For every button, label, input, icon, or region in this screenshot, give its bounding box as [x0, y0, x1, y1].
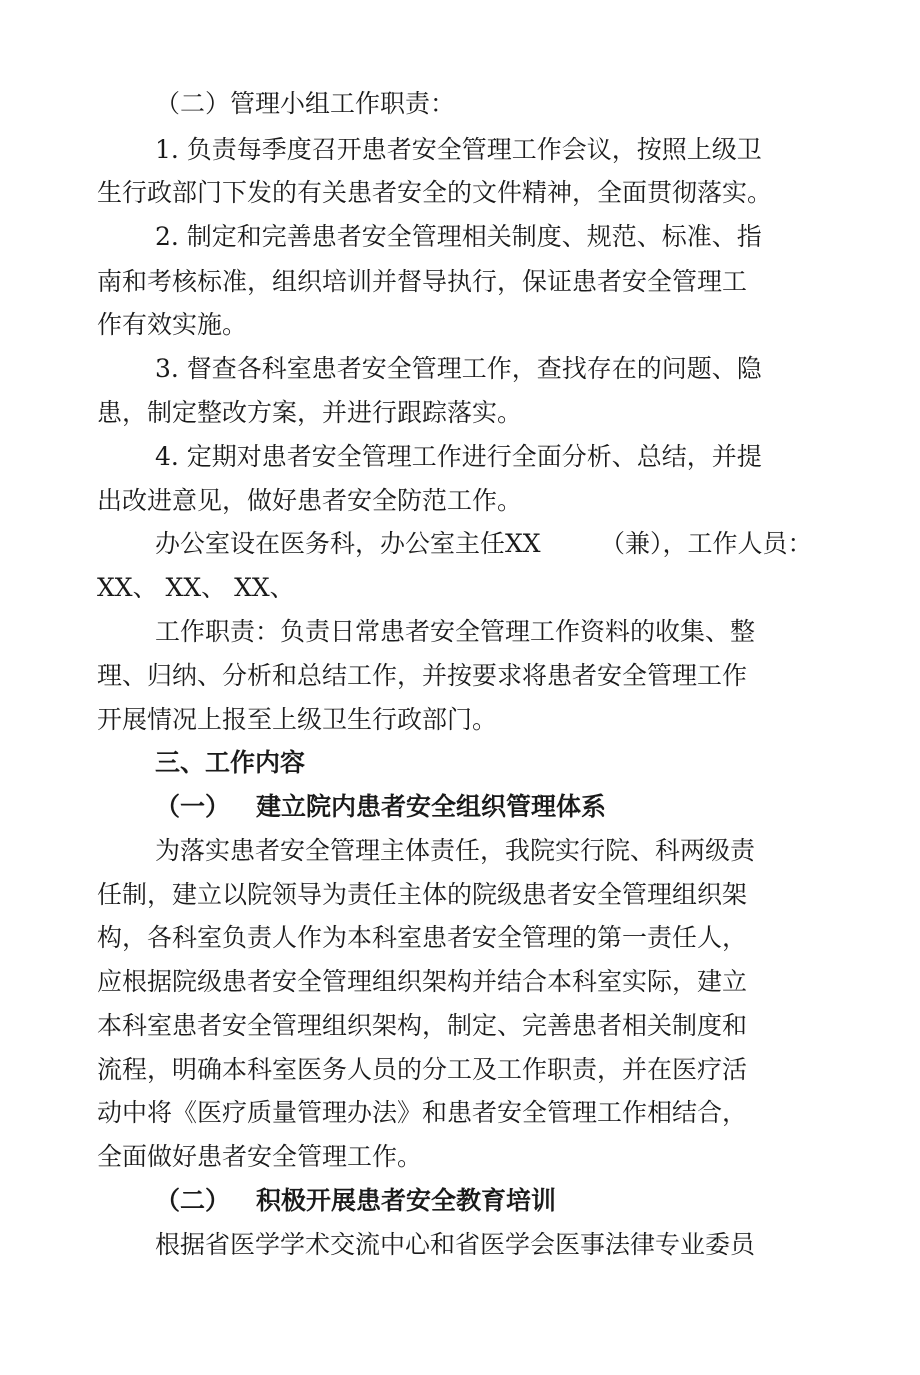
subsection-heading-management-duties: （二）管理小组工作职责： — [155, 89, 456, 118]
paragraph-line: 南和考核标准，组织培训并督导执行，保证患者安全管理工 — [97, 267, 748, 296]
office-line-start: 办公室设在医务科，办公室主任XX — [155, 529, 541, 558]
paragraph-line: 全面做好患者安全管理工作。 — [97, 1142, 423, 1171]
paragraph-line: 工作职责：负责日常患者安全管理工作资料的收集、整 — [155, 617, 756, 646]
paragraph-line: 构，各科室负责人作为本科室患者安全管理的第一责任人， — [97, 923, 748, 952]
paragraph-line: 本科室患者安全管理组织架构，制定、完善患者相关制度和 — [97, 1011, 748, 1040]
paragraph-line: 应根据院级患者安全管理组织架构并结合本科室实际，建立 — [97, 967, 748, 996]
paragraph-line: 2. 制定和完善患者安全管理相关制度、规范、标准、指 — [155, 222, 762, 251]
paragraph-line: 动中将《医疗质量管理办法》和患者安全管理工作相结合， — [97, 1098, 748, 1127]
paragraph-line: 根据省医学学术交流中心和省医学会医事法律专业委员 — [155, 1230, 756, 1259]
paragraph-line: 患，制定整改方案，并进行跟踪落实。 — [97, 398, 523, 427]
subsection-number-1: （一） — [155, 792, 231, 821]
section-heading-work-content: 三、工作内容 — [155, 748, 306, 777]
office-line-end: （兼），工作人员： — [600, 529, 813, 558]
paragraph-line: 1. 负责每季度召开患者安全管理工作会议，按照上级卫 — [155, 135, 762, 164]
subsection-heading-organization-system: 建立院内患者安全组织管理体系 — [256, 792, 607, 821]
paragraph-line: 4. 定期对患者安全管理工作进行全面分析、总结，并提 — [155, 442, 762, 471]
paragraph-line: 生行政部门下发的有关患者安全的文件精神，全面贯彻落实。 — [97, 178, 773, 207]
subsection-number-2: （二） — [155, 1186, 231, 1215]
paragraph-line: 流程，明确本科室医务人员的分工及工作职责，并在医疗活 — [97, 1055, 748, 1084]
paragraph-line: 出改进意见，做好患者安全防范工作。 — [97, 486, 523, 515]
paragraph-line: 任制，建立以院领导为责任主体的院级患者安全管理组织架 — [97, 880, 748, 909]
staff-list-line: XX、 XX、 XX、 — [97, 573, 295, 602]
subsection-heading-safety-training: 积极开展患者安全教育培训 — [256, 1186, 557, 1215]
paragraph-line: 开展情况上报至上级卫生行政部门。 — [97, 705, 498, 734]
paragraph-line: 3. 督查各科室患者安全管理工作，查找存在的问题、隐 — [155, 354, 762, 383]
paragraph-line: 理、归纳、分析和总结工作，并按要求将患者安全管理工作 — [97, 661, 748, 690]
paragraph-line: 为落实患者安全管理主体责任，我院实行院、科两级责 — [155, 836, 756, 865]
paragraph-line: 作有效实施。 — [97, 310, 248, 339]
